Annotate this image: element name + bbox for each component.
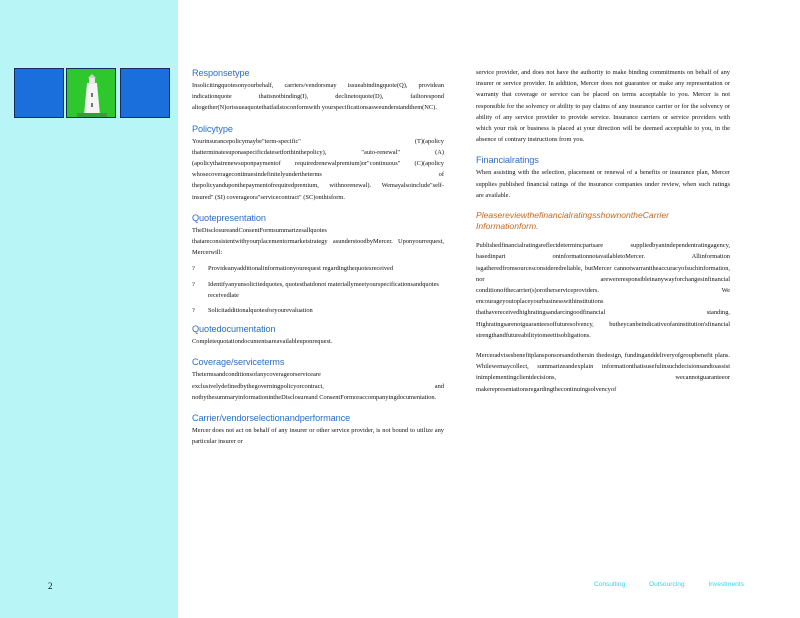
list-item-text: Solicitadditionalquotesforyourevaluation [208, 307, 313, 315]
quote-presentation-heading: Quotepresentation [192, 212, 266, 223]
financial-ratings-heading: Financialratings [476, 155, 539, 166]
logo-blocks [14, 68, 172, 118]
quote-presentation-list [192, 263, 444, 316]
published-ratings-text: Publishedfinancialratingsreflectdetermincpartsare suppliedbyanindependentratingagency, basedinpart oninformationnotavailabletoMercer. Allinformation isgatheredfromsourcesconsideredreliable, butMercer cannotwarranttheaccuracyofsuchinformation, nor arewereresponsibleinanywayforchangesinfinancial conditionofthecarrier(s)orotherserviceproviders. We encourageyoutoplaceyourbusinesswithinstitutions thathavereceivedhighratingsandarcingoodfinancial standing. Highratingsarenotguaranteesoffuturesolvency, butheycanbeindicativeofaninstitution'sfinancial strengthandfutureabilitytomeetitsobligations. [476, 242, 730, 339]
blue-square-right [120, 68, 170, 118]
carrier-vendor-continued-text: service provider, and does not have the authority to make binding commitments on behalf of any insurer or service provider. In addition, Mercer does not guarantee or make any representation or warranty that coverage or service can be placed on terms acceptable to you. Mercer is not responsible for the solvency or ability to pay claims of any insurance carrier or for the solvency or ability of any service provider to provide service. Insurance carriers or service providers with which your risk or business is placed at your direction will be deemed acceptable to you, in the absence of contrary instructions from you. [476, 69, 730, 144]
bullet-glyph: ? [192, 280, 195, 288]
policy-type-heading: Policytype [192, 123, 233, 134]
left-column [192, 67, 444, 456]
bullet-glyph: ? [192, 265, 195, 273]
response-type-text: Insolicitingquotesonyourbehalf, carriers/vendorsmay issueabindingquote(Q), providean indicationquote thatisnotbinding(I), declinetoquote(D), failtorespond altogether(N)orissueaquotethatfailstoconformwith yourspecificationsasweunderstandthem(NC). [192, 82, 444, 112]
right-column [476, 67, 730, 404]
footer-link-consulting[interactable]: Consulting [594, 581, 626, 588]
coverage-service-terms-heading: Coverage/serviceterms [192, 357, 285, 368]
review-ratings-note: PleasereviewthefinancialratingsshownontheCarrier Informationform. [476, 210, 669, 231]
quote-documentation-heading: Quotedocumentation [192, 324, 276, 335]
list-item [192, 263, 444, 274]
bullet-glyph: ? [192, 307, 195, 315]
response-type-heading: Responsetype [192, 68, 250, 78]
footer-links [594, 581, 766, 588]
carrier-vendor-heading: Carrier/vendorselectionandperformance [192, 413, 351, 424]
list-item-text: Provideanyadditionalinformationyourequest regardingthequotesreceived [208, 265, 394, 273]
footer-link-outsourcing[interactable]: Outsourcing [649, 581, 685, 588]
carrier-vendor-text: Mercer does not act on behalf of any insurer or other service provider, is not bound to utilize any particular insurer or [192, 427, 444, 446]
page-number: 2 [48, 581, 53, 591]
lighthouse-image [66, 68, 116, 118]
quote-presentation-text: TheDisclosureandConsentFormsummarizesallquotes thatareconsistentwithyourplacementormarketstrategy asunderstoodbyMercer. Uponyourrequest, Mercerwill: [192, 226, 444, 257]
coverage-service-terms-text: Thetermsandconditionsofanycoverageorserviceare exclusivelydefinedbythegoverningpolicyorcontract, and notbythesummaryinformationintheDisclosureand ConsentFormoraccompanyingdocumentation. [192, 371, 444, 401]
list-item-text: Identifyanyunsolicitedquotes, quotesthatdonot materiallymeetyourspecificationsandquotes receivedlate [208, 280, 439, 299]
financial-ratings-text: When assisting with the selection, placement or renewal of a benefits or insurance plan, Mercer supplies published financial ratings of the insurance companies under review, when such ratings are available. [476, 169, 730, 199]
quote-documentation-text: Completequotationdocumentsareavailableuponrequest. [192, 338, 333, 346]
footer-link-investments[interactable]: Investments [708, 581, 744, 588]
mercer-advice-text: Merceradvisesbenefitplansponsorsandothersin thedesign, fundinganddeliveryofgroupbenefit plans. Whilewemaycollect, summarizeandexplain informationthatisusefulinsuchdecisionsandtoassist inimplementingclientdecisions, wecannotguaranteeor makerepresentationsregardingthecontinuingsolvencyof [476, 352, 730, 393]
list-item [192, 279, 444, 301]
policy-type-text: Yourinsurancepolicymaybe"term-specific" (T)(apolicy thatterminatesuponaspecificdatesetforthinthepolicy), "auto-renewal" (A)(apolicythatrenewsuponpaymentof requiredrenewalpremium)or"continuous" (C)(apolicy whosecoveragecontinuesindefinitelyundertheterms of thepolicyanduponthepaymentofrequiredpremium, withnorenewal). Wemayalsoinclude"self-insured" (SI) coverageora"servicecontract" (SC)onthisform. [192, 137, 444, 201]
lighthouse-icon [67, 69, 116, 118]
sidebar-band [0, 0, 178, 618]
blue-square-left [14, 68, 64, 118]
list-item [192, 305, 444, 316]
